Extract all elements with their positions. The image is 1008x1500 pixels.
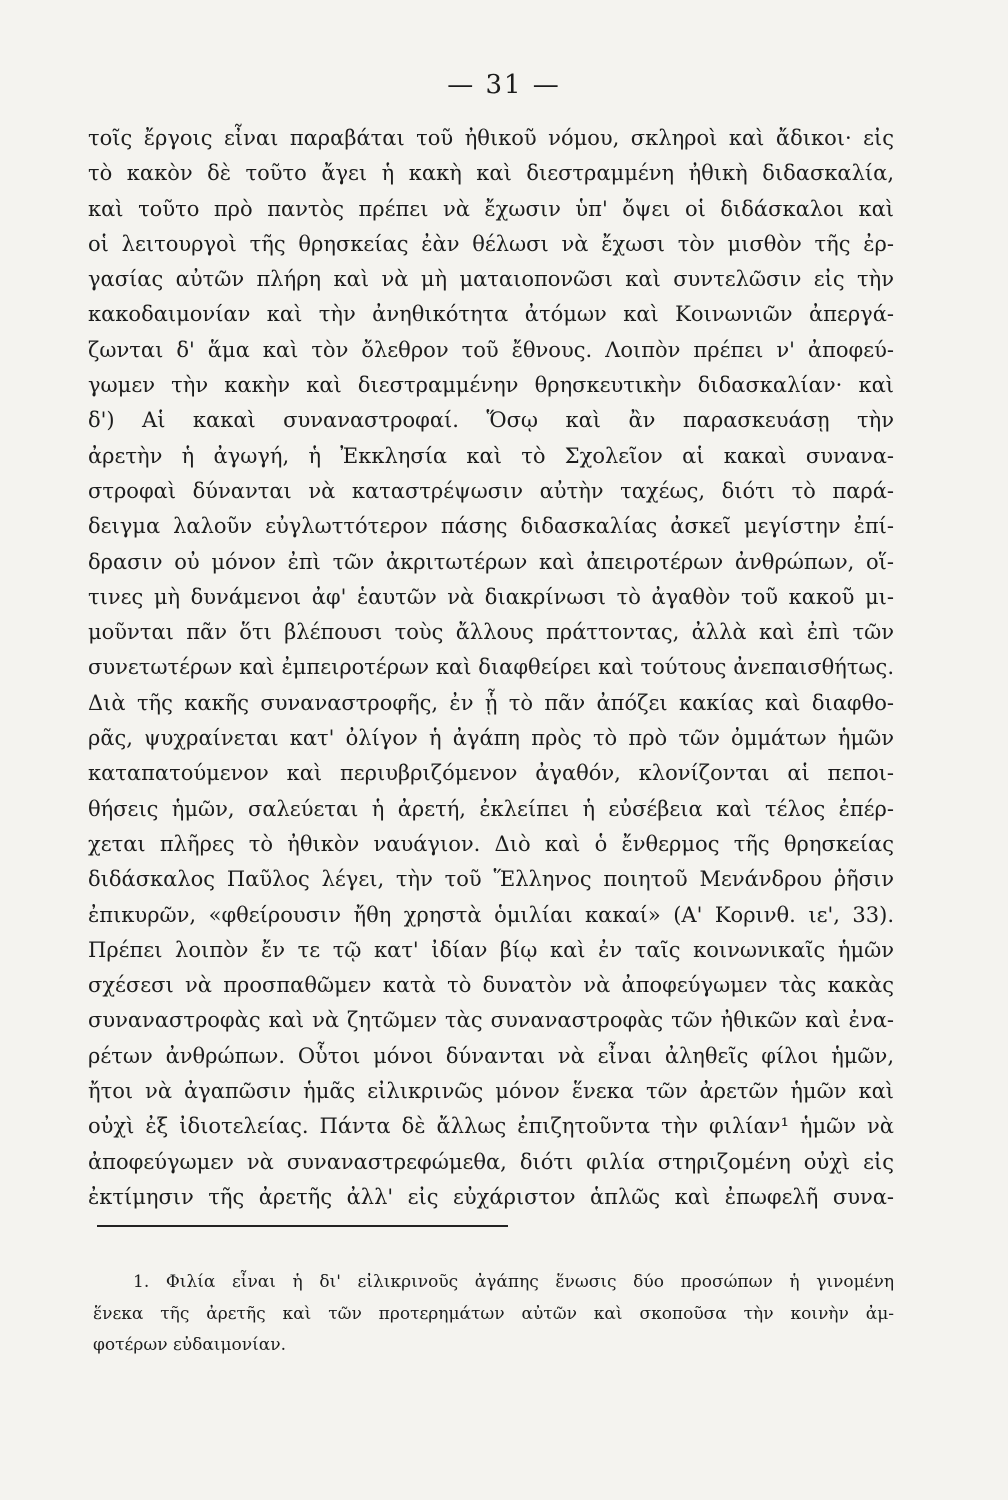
text-line: χεται πλῆρες τὸ ἠθικὸν ναυάγιον. Διὸ καὶ ὁ ἔνθερμος τῆς θρησκείας bbox=[88, 831, 894, 856]
body-text bbox=[88, 121, 894, 1215]
text-line: δ') Αἱ κακαὶ συναναστροφαί. Ὅσῳ καὶ ἂν παρασκευάσῃ τὴν bbox=[88, 408, 894, 433]
footnote bbox=[93, 1267, 894, 1362]
text-line: Διὰ τῆς κακῆς συναναστροφῆς, ἐν ᾗ τὸ πᾶν ἀπόζει κακίας καὶ διαφθο- bbox=[88, 690, 894, 715]
text-line: ἤτοι νὰ ἀγαπῶσιν ἡμᾶς εἰλικρινῶς μόνον ἕνεκα τῶν ἀρετῶν ἡμῶν καὶ bbox=[88, 1079, 894, 1104]
text-line: τοῖς ἔργοις εἶναι παραβάται τοῦ ἠθικοῦ νόμου, σκληροὶ καὶ ἄδικοι· εἰς bbox=[88, 126, 894, 150]
footnote-line: ἕνεκα τῆς ἀρετῆς καὶ τῶν προτερημάτων αὐτῶν καὶ σκοποῦσα τὴν κοινὴν ἀμ- bbox=[93, 1303, 894, 1324]
text-line: σχέσεσι νὰ προσπαθῶμεν κατὰ τὸ δυνατὸν νὰ ἀποφεύγωμεν τὰς κακὰς bbox=[88, 973, 894, 998]
text-line: διδάσκαλος Παῦλος λέγει, τὴν τοῦ Ἕλληνος ποιητοῦ Μενάνδρου ῥῆσιν bbox=[88, 867, 894, 892]
text-line: ρέτων ἀνθρώπων. Οὗτοι μόνοι δύνανται νὰ εἶναι ἀληθεῖς φίλοι ἡμῶν, bbox=[88, 1043, 894, 1068]
text-line: κακοδαιμονίαν καὶ τὴν ἀνηθικότητα ἀτόμων καὶ Κοινωνιῶν ἀπεργά- bbox=[88, 302, 894, 327]
text-line: Πρέπει λοιπὸν ἔν τε τῷ κατ' ἰδίαν βίῳ καὶ ἐν ταῖς κοινωνικαῖς ἡμῶν bbox=[88, 937, 894, 962]
text-line: μοῦνται πᾶν ὅτι βλέπουσι τοὺς ἄλλους πράττοντας, ἀλλὰ καὶ ἐπὶ τῶν bbox=[88, 620, 894, 645]
text-line: καὶ τοῦτο πρὸ παντὸς πρέπει νὰ ἔχωσιν ὑπ' ὄψει οἱ διδάσκαλοι καὶ bbox=[88, 196, 894, 221]
page-number: — 31 — bbox=[447, 70, 561, 100]
footnote-line: φοτέρων εὐδαιμονίαν. bbox=[93, 1335, 286, 1355]
text-line: συνετωτέρων καὶ ἐμπειροτέρων καὶ διαφθείρει καὶ τούτους ἀνεπαισθήτως. bbox=[88, 655, 894, 680]
text-line: τινες μὴ δυνάμενοι ἀφ' ἑαυτῶν νὰ διακρίνωσι τὸ ἀγαθὸν τοῦ κακοῦ μι- bbox=[88, 584, 894, 609]
text-line: θήσεις ἡμῶν, σαλεύεται ἡ ἀρετή, ἐκλείπει ἡ εὐσέβεια καὶ τέλος ἐπέρ- bbox=[88, 796, 894, 821]
text-line: ρᾶς, ψυχραίνεται κατ' ὀλίγον ἡ ἀγάπη πρὸς τὸ πρὸ τῶν ὀμμάτων ἡμῶν bbox=[88, 726, 894, 751]
text-line: δρασιν οὐ μόνον ἐπὶ τῶν ἀκριτωτέρων καὶ ἀπειροτέρων ἀνθρώπων, οἵ- bbox=[88, 549, 894, 574]
text-line: συναναστροφὰς καὶ νὰ ζητῶμεν τὰς συναναστροφὰς τῶν ἠθικῶν καὶ ἐνα- bbox=[88, 1008, 894, 1033]
footnote-divider bbox=[97, 1225, 508, 1227]
text-line: ἀρετὴν ἡ ἀγωγή, ἡ Ἐκκλησία καὶ τὸ Σχολεῖον αἱ κακαὶ συνανα- bbox=[88, 443, 894, 468]
text-line: στροφαὶ δύνανται νὰ καταστρέψωσιν αὐτὴν ταχέως, διότι τὸ παρά- bbox=[88, 478, 894, 503]
text-line: καταπατούμενον καὶ περιυβριζόμενον ἀγαθόν, κλονίζονται αἱ πεποι- bbox=[88, 761, 894, 786]
text-line: γωμεν τὴν κακὴν καὶ διεστραμμένην θρησκευτικὴν διδασκαλίαν· καὶ bbox=[88, 373, 894, 398]
text-line: οἱ λειτουργοὶ τῆς θρησκείας ἐὰν θέλωσι νὰ ἔχωσι τὸν μισθὸν τῆς ἐρ- bbox=[88, 231, 894, 256]
text-line: ζωνται δ' ἅμα καὶ τὸν ὄλεθρον τοῦ ἔθνους. Λοιπὸν πρέπει ν' ἀποφεύ- bbox=[88, 337, 894, 362]
text-line: δειγμα λαλοῦν εὐγλωττότερον πάσης διδασκαλίας ἀσκεῖ μεγίστην ἐπί- bbox=[88, 514, 894, 539]
footnote-line: 1. Φιλία εἶναι ἡ δι' εἰλικρινοῦς ἀγάπης ἕνωσις δύο προσώπων ἡ γινομένη bbox=[133, 1272, 894, 1292]
text-line: τὸ κακὸν δὲ τοῦτο ἄγει ἡ κακὴ καὶ διεστραμμένη ἠθικὴ διδασκαλία, bbox=[88, 161, 894, 186]
text-line: γασίας αὐτῶν πλήρη καὶ νὰ μὴ ματαιοπονῶσι καὶ συντελῶσιν εἰς τὴν bbox=[88, 267, 894, 292]
text-line: ἐκτίμησιν τῆς ἀρετῆς ἀλλ' εἰς εὐχάριστον ἁπλῶς καὶ ἐπωφελῆ συνα- bbox=[88, 1184, 894, 1209]
text-line: ἐπικυρῶν, «φθείρουσιν ἤθη χρηστὰ ὁμιλίαι κακαί» (Α' Κορινθ. ιε', 33). bbox=[88, 902, 894, 927]
text-line: οὐχὶ ἐξ ἰδιοτελείας. Πάντα δὲ ἄλλως ἐπιζητοῦντα τὴν φιλίαν¹ ἡμῶν νὰ bbox=[88, 1114, 894, 1139]
text-line: ἀποφεύγωμεν νὰ συναναστρεφώμεθα, διότι φιλία στηριζομένη οὐχὶ εἰς bbox=[88, 1149, 894, 1174]
